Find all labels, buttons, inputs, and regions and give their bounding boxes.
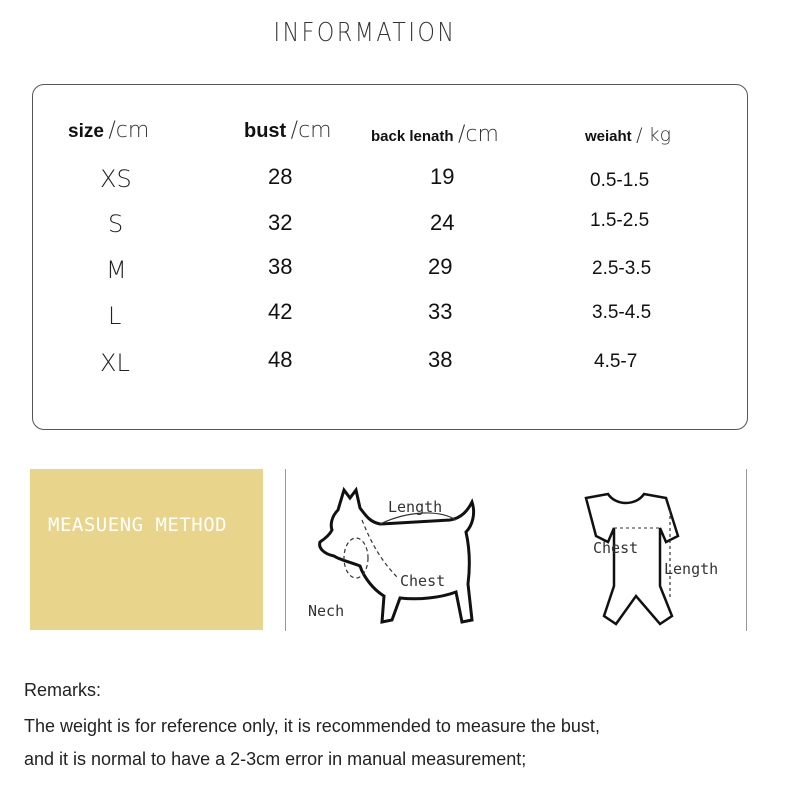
dog-length-label: Length	[388, 498, 443, 516]
table-cell-back-length: 38	[428, 347, 453, 372]
table-cell-size: S	[108, 210, 124, 238]
table-cell-size: XS	[100, 165, 132, 193]
dog-measurement-icon	[300, 480, 490, 630]
measuring-method-panel	[30, 469, 263, 630]
table-cell-weight: 4.5-7	[594, 351, 638, 372]
table-cell-size: M	[106, 256, 127, 284]
table-cell-weight: 1.5-2.5	[590, 210, 650, 231]
table-cell-bust: 42	[268, 299, 293, 324]
divider	[746, 469, 747, 631]
table-cell-bust: 38	[268, 254, 293, 279]
remarks-title: Remarks:	[24, 680, 102, 700]
page-title: INFORMATION	[273, 18, 457, 48]
measuring-method-label: MEASUENG METHOD	[48, 514, 228, 536]
header-back-length	[371, 122, 499, 150]
table-cell-bust: 32	[268, 210, 293, 235]
header-size-unit: /cm	[108, 118, 150, 143]
shirt-measurement-icon	[548, 476, 738, 631]
table-cell-weight: 0.5-1.5	[590, 170, 650, 191]
header-bust-label: bust	[244, 120, 287, 142]
divider	[285, 469, 286, 631]
header-bust	[244, 118, 332, 146]
table-cell-bust: 28	[268, 164, 293, 189]
table-cell-weight: 3.5-4.5	[592, 302, 652, 323]
table-cell-bust: 48	[268, 347, 293, 372]
table-cell-back-length: 33	[428, 299, 453, 324]
table-cell-back-length: 24	[430, 210, 455, 235]
header-bust-unit: /cm	[290, 118, 332, 143]
header-weight-unit: / kg	[636, 124, 671, 146]
dog-chest-label: Chest	[400, 572, 446, 590]
header-weight-label: weiaht	[585, 128, 632, 145]
header-back-length-label: back lenath	[371, 128, 454, 145]
shirt-outline	[586, 494, 678, 624]
table-cell-back-length: 29	[428, 254, 453, 279]
dog-neck-label: Nech	[308, 602, 345, 620]
shirt-chest-label: Chest	[593, 539, 639, 557]
remarks-text-line: and it is normal to have a 2-3cm error in manual measurement;	[24, 749, 527, 769]
header-back-length-unit: /cm	[457, 122, 499, 147]
table-cell-size: L	[108, 302, 122, 330]
header-weight	[585, 124, 671, 152]
header-size	[68, 118, 149, 146]
remarks-text-line: The weight is for reference only, it is recommended to measure the bust,	[24, 716, 600, 736]
table-cell-back-length: 19	[430, 164, 455, 189]
shirt-length-label: Length	[664, 560, 719, 578]
header-size-label: size	[68, 121, 104, 142]
table-cell-weight: 2.5-3.5	[592, 258, 652, 279]
table-cell-size: XL	[100, 349, 130, 377]
